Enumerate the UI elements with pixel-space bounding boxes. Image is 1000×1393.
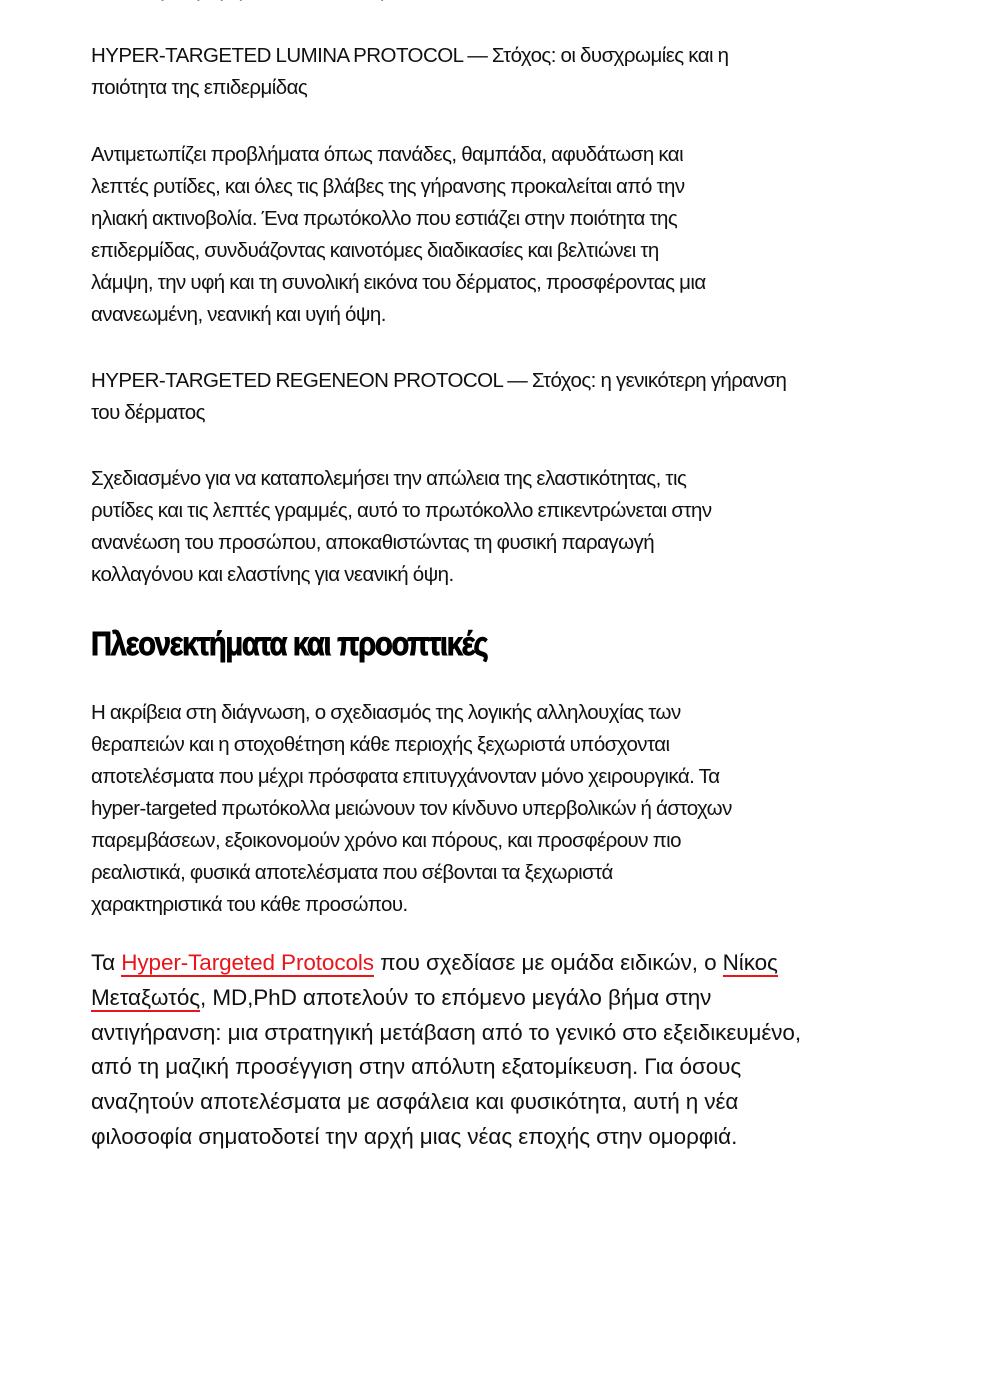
closing-line <box>91 946 931 981</box>
regeneon-body-line: ανανέωση του προσώπου, αποκαθιστώντας τη φυσική παραγωγή <box>91 531 655 554</box>
hyper-targeted-protocols-link[interactable]: Hyper-Targeted Protocols <box>121 950 374 975</box>
lumina-body-line: ηλιακή ακτινοβολία. Ένα πρωτόκολλο που εστιάζει στην ποιότητα της <box>91 207 678 230</box>
section-heading-block <box>91 624 931 664</box>
advantages-line: θεραπειών και η στοχοθέτηση κάθε περιοχής ξεχωριστά υπόσχονται <box>91 733 670 756</box>
author-link-last-name[interactable]: Μεταξωτός <box>91 984 201 1010</box>
closing-paragraph <box>91 946 931 1155</box>
advantages-line: χαρακτηριστικά του κάθε προσώπου. <box>91 893 408 916</box>
closing-text: Τα <box>91 950 122 975</box>
closing-line <box>91 981 931 1016</box>
lumina-body-line: ανανεωμένη, νεανική και υγιή όψη. <box>91 303 386 326</box>
closing-line: αντιγήρανση: μια στρατηγική μετάβαση από το γενικό στο εξειδικευμένο, <box>91 1019 801 1045</box>
regeneon-protocol-title <box>91 365 931 429</box>
regeneon-title-line: HYPER-TARGETED REGENEON PROTOCOL — Στόχος: η γενικότερη γήρανση <box>91 369 787 392</box>
lumina-title-line: ποιότητα της επιδερμίδας <box>91 76 308 99</box>
advantages-line: Η ακρίβεια στη διάγνωση, ο σχεδιασμός της λογικής αλληλουχίας των <box>91 701 681 724</box>
section-heading: Πλεονεκτήματα και προοπτικές <box>91 625 488 662</box>
regeneon-title-line: του δέρματος <box>91 401 205 424</box>
lumina-body-line: επιδερμίδας, συνδυάζοντας καινοτόμες διαδικασίες και βελτιώνει τη <box>91 239 659 262</box>
lumina-protocol-description <box>91 139 931 331</box>
lumina-body-line: λάμψη, την υφή και τη συνολική εικόνα του δέρματος, προσφέροντας μια <box>91 271 706 294</box>
lumina-protocol-title <box>91 40 931 104</box>
closing-text: , MD,PhD αποτελούν το επόμενο μεγάλο βήμα στην <box>200 984 712 1010</box>
closing-line: φιλοσοφία σηματοδοτεί την αρχή μιας νέας εποχής στην ομορφιά. <box>91 1123 738 1149</box>
advantages-line: ρεαλιστικά, φυσικά αποτελέσματα που σέβονται τα ξεχωριστά <box>91 861 613 884</box>
regeneon-body-line: κολλαγόνου και ελαστίνης για νεανική όψη. <box>91 563 454 586</box>
advantages-line: hyper-targeted πρωτόκολλα μειώνουν τον κίνδυνο υπερβολικών ή άστοχων <box>91 797 732 820</box>
lumina-body-line: Αντιμετωπίζει προβλήματα όπως πανάδες, θαμπάδα, αφυδάτωση και <box>91 143 684 166</box>
closing-line: από τη μαζική προσέγγιση στην απόλυτη εξατομίκευση. Για όσους <box>91 1054 742 1080</box>
closing-line: αναζητούν αποτελέσματα με ασφάλεια και φυσικότητα, αυτή η νέα <box>91 1089 739 1115</box>
closing-text: που σχεδίασε με ομάδα ειδικών, ο <box>373 950 723 975</box>
author-link-first-name[interactable]: Νίκος <box>722 950 778 975</box>
cropped-previous-line <box>91 0 551 6</box>
advantages-paragraph <box>91 697 931 921</box>
regeneon-body-line: Σχεδιασμένο για να καταπολεμήσει την απώλεια της ελαστικότητας, τις <box>91 467 687 490</box>
lumina-title-line: HYPER-TARGETED LUMINA PROTOCOL — Στόχος: οι δυσχρωμίες και η <box>91 44 729 67</box>
advantages-line: αποτελέσματα που μέχρι πρόσφατα επιτυγχάνονταν μόνο χειρουργικά. Τα <box>91 765 720 788</box>
regeneon-protocol-description <box>91 463 931 591</box>
lumina-body-line: λεπτές ρυτίδες, και όλες τις βλάβες της γήρανσης προκαλείται από την <box>91 175 685 198</box>
advantages-line: παρεμβάσεων, εξοικονομούν χρόνο και πόρους, και προσφέρουν πιο <box>91 829 682 852</box>
regeneon-body-line: ρυτίδες και τις λεπτές γραμμές, αυτό το πρωτόκολλο επικεντρώνεται στην <box>91 499 712 522</box>
